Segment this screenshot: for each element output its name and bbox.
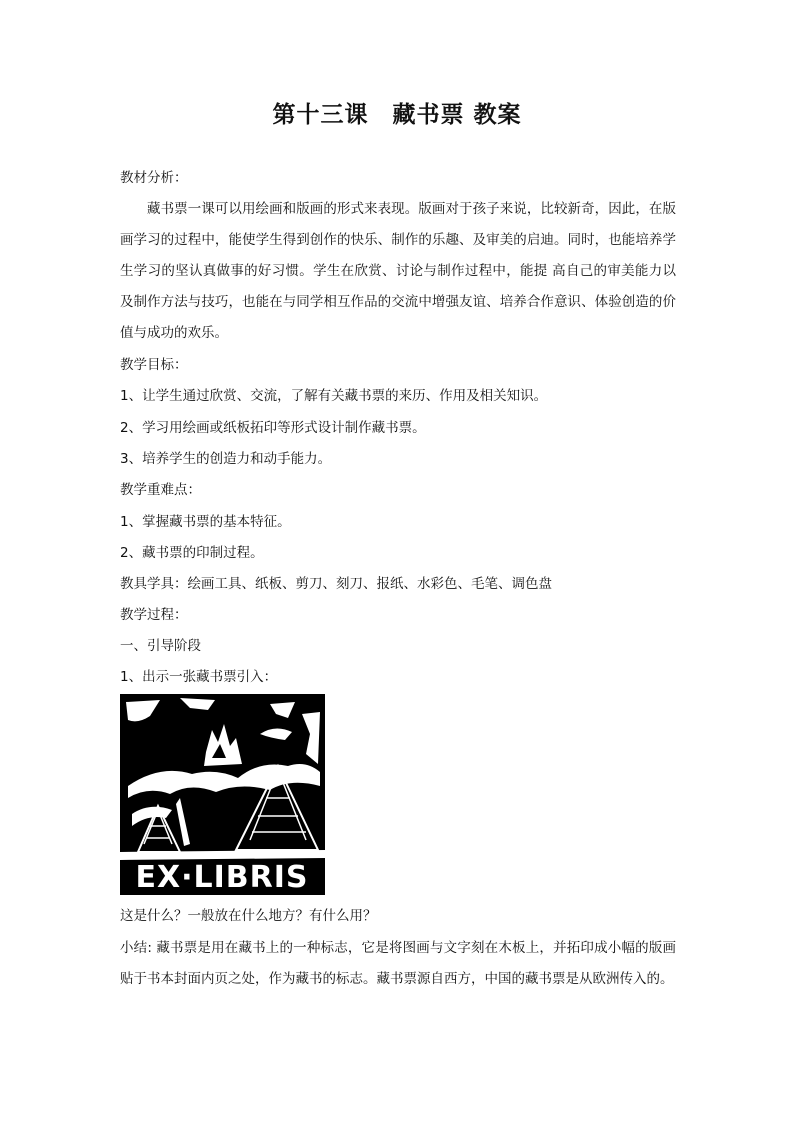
question-line: 这是什么？一般放在什么地方？有什么用？ bbox=[120, 908, 377, 924]
keypoints-heading: 教学重难点： bbox=[120, 482, 201, 498]
keypoint-item: 1、掌握藏书票的基本特征。 bbox=[120, 514, 291, 530]
step-line: 1、出示一张藏书票引入： bbox=[120, 669, 278, 685]
stage-heading: 一、引导阶段 bbox=[120, 638, 201, 654]
analysis-paragraph: 藏书票一课可以用绘画和版画的形式来表现。版画对于孩子来说，比较新奇，因此，在版 画学习的过程中，能使学生得到创作的快乐、制作的乐趣、及审美的启迪。同时，也能培养学生学习的坚认真做事的好习惯。学生在欣赏、讨论与制作过程中，能提 高自己的审美能力以及制作方法与技巧，也能在与同学相互作品的交流中增强友谊、培养合作意识、体验创造的价值与成功的欢乐。 bbox=[120, 201, 676, 341]
exlibris-bookplate-image bbox=[120, 694, 325, 895]
summary-paragraph: 小结: 藏书票是用在藏书上的一种标志，它是将图画与文字刻在木板上，并拓印成小幅的版画贴于书本封面内页之处，作为藏书的标志。藏书票源自西方，中国的藏书票是从欧洲传入的。 bbox=[120, 940, 676, 987]
tools-line: 教具学具：绘画工具、纸板、剪刀、刻刀、报纸、水彩色、毛笔、调色盘 bbox=[120, 576, 552, 592]
analysis-heading: 教材分析： bbox=[120, 170, 188, 186]
goals-heading: 教学目标： bbox=[120, 357, 188, 373]
process-heading: 教学过程： bbox=[120, 607, 188, 623]
goal-item: 2、学习用绘画或纸板拓印等形式设计制作藏书票。 bbox=[120, 420, 426, 436]
document-title: 第十三课 藏书票 教案 bbox=[272, 101, 522, 128]
goal-item: 3、培养学生的创造力和动手能力。 bbox=[120, 451, 332, 467]
goal-item: 1、让学生通过欣赏、交流，了解有关藏书票的来历、作用及相关知识。 bbox=[120, 388, 548, 404]
keypoint-item: 2、藏书票的印制过程。 bbox=[120, 545, 264, 561]
exlibris-text: EX·LIBRIS bbox=[135, 860, 309, 895]
